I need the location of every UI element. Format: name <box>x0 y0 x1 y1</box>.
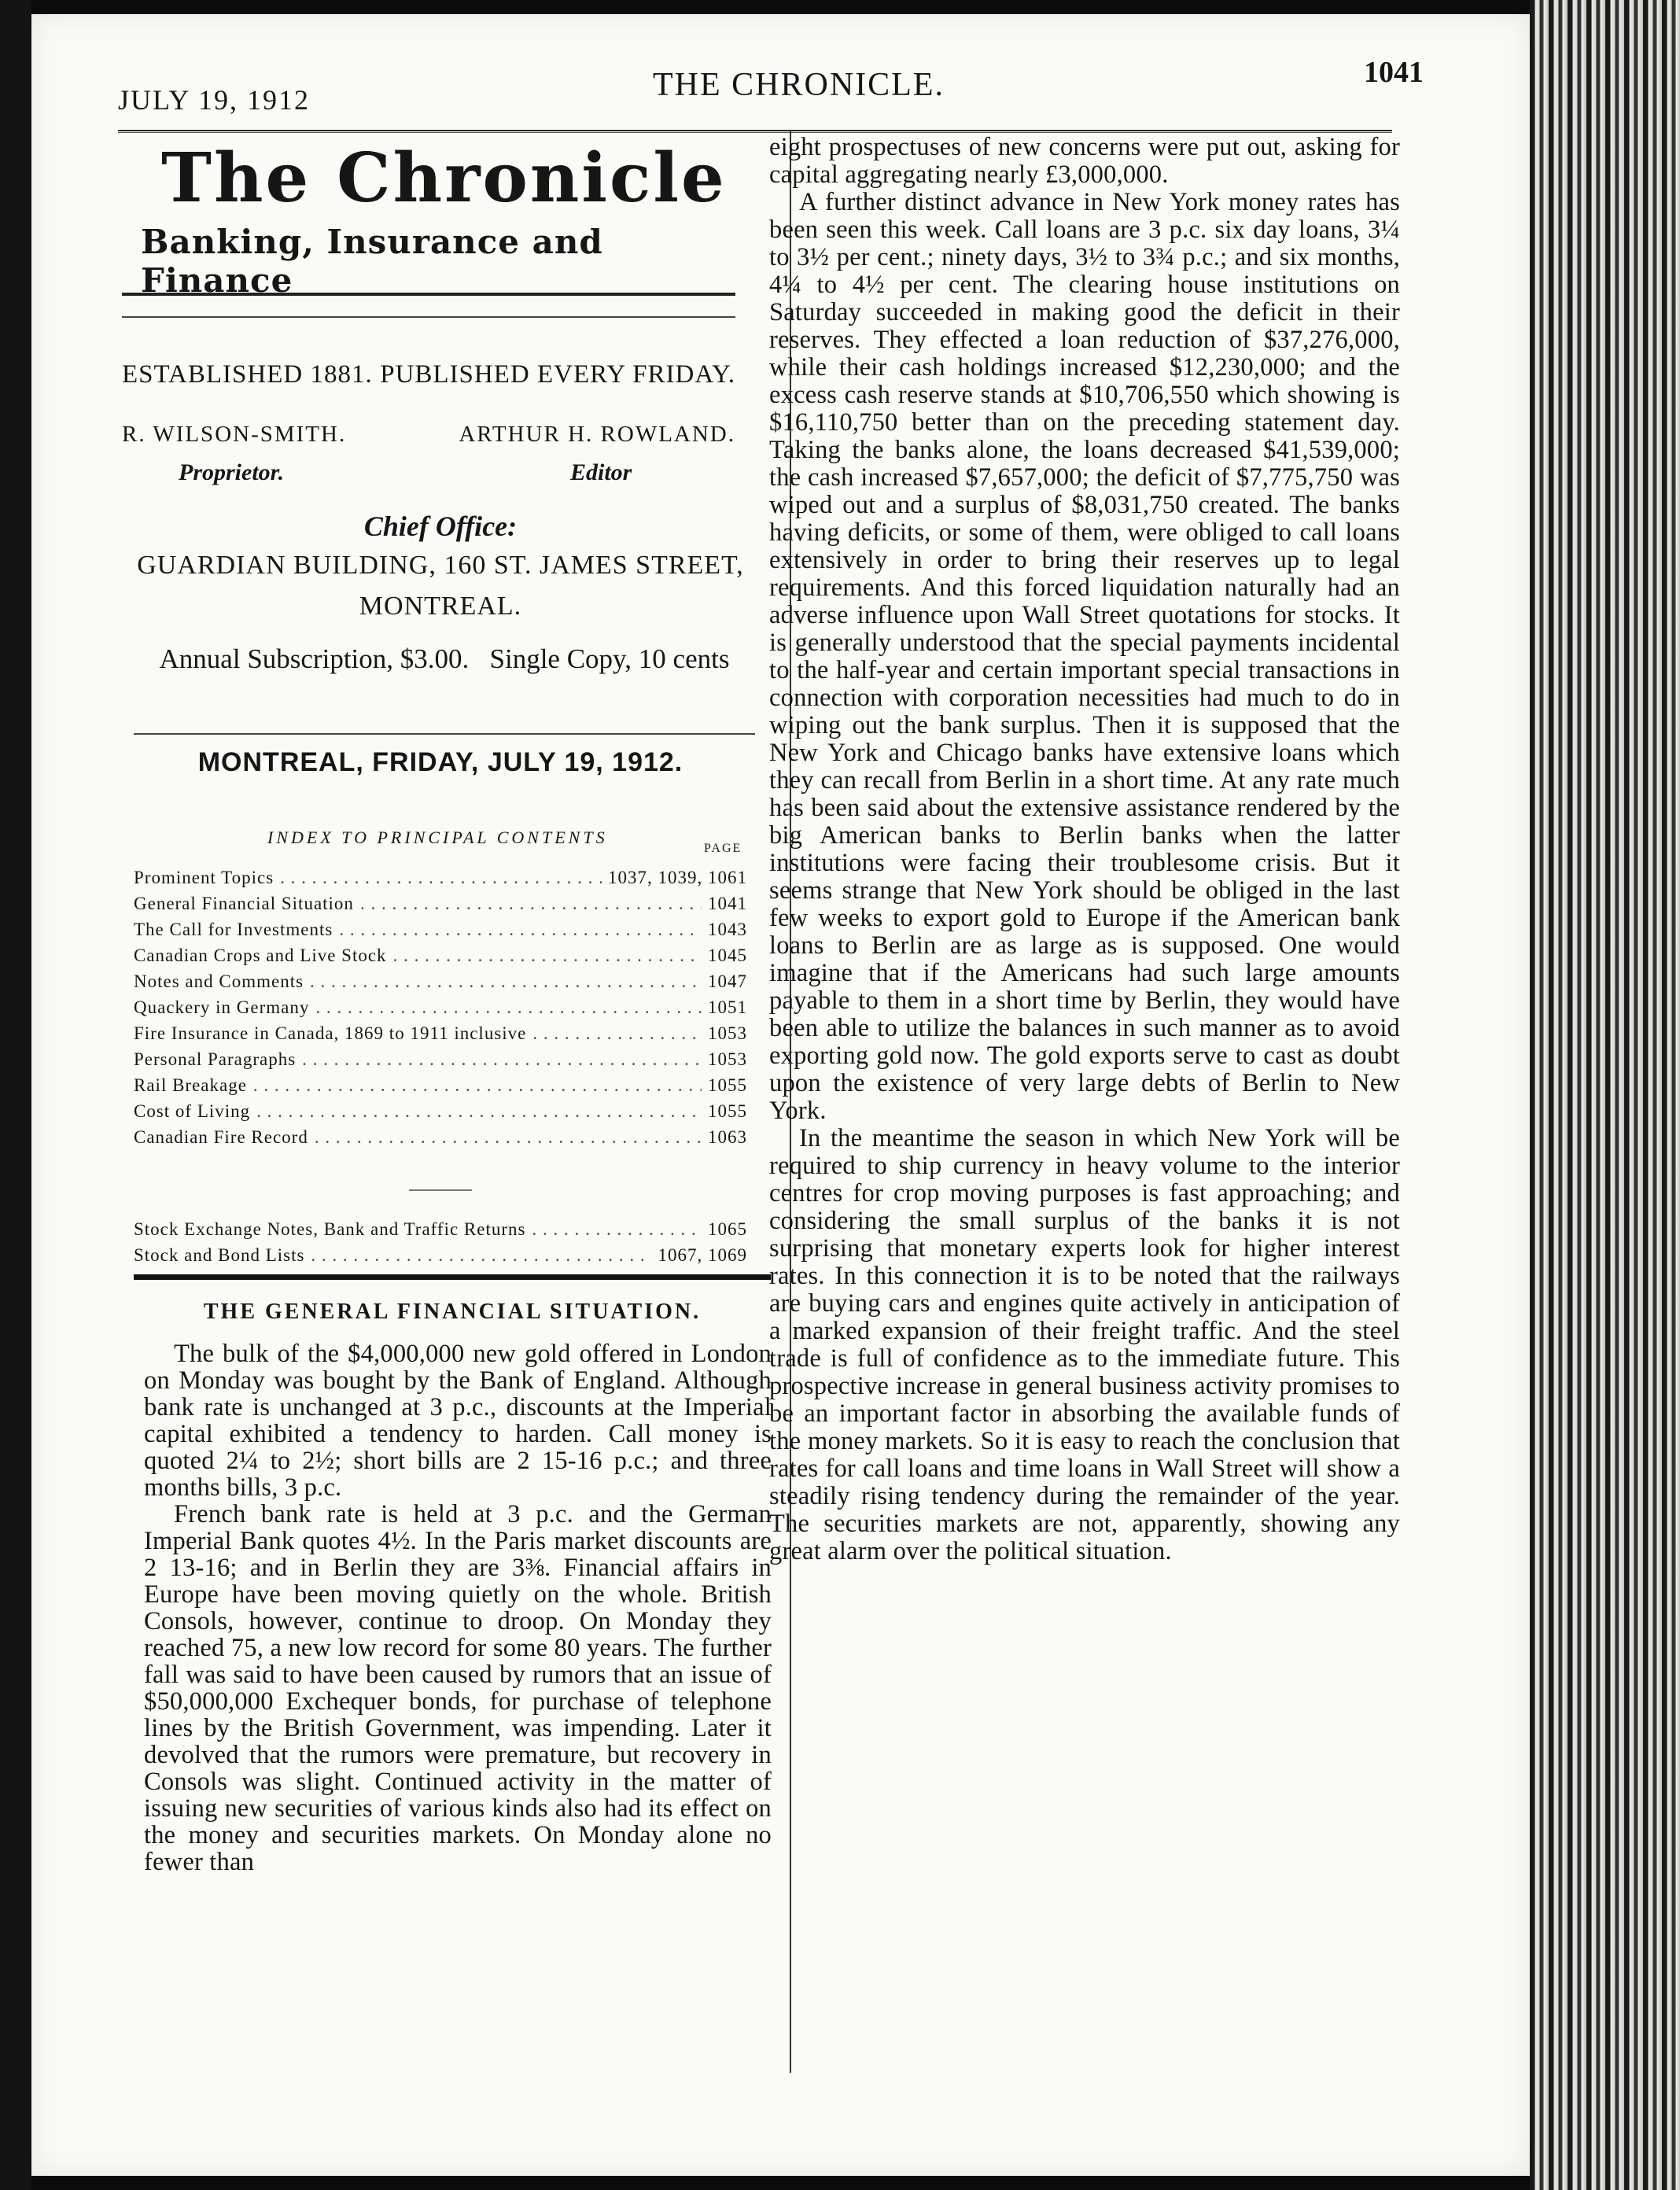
article-right-column <box>769 134 1400 1565</box>
running-header-title: THE CHRONICLE. <box>653 67 945 103</box>
index-entry-page: 1043 <box>708 920 747 939</box>
index-entry-page: 1045 <box>708 946 747 965</box>
index-entry-page: 1065 <box>708 1219 747 1239</box>
index-entry-page: 1047 <box>708 971 747 991</box>
subscription-text: Annual Subscription, $3.00. Single Copy, 10 cents <box>159 643 730 674</box>
index-entry-label: Quackery in Germany <box>134 997 310 1017</box>
address-line-2: MONTREAL. <box>359 592 522 621</box>
running-header-date: JULY 19, 1912 <box>118 84 311 116</box>
index-entry <box>134 1101 747 1127</box>
index-entry-page: 1067, 1069 <box>658 1245 747 1265</box>
index-entry-page: 1063 <box>708 1127 747 1147</box>
index-entry-label: Stock Exchange Notes, Bank and Traffic Returns <box>134 1219 526 1239</box>
index-entry <box>134 971 747 997</box>
chief-office-label: Chief Office: <box>363 511 518 542</box>
running-header <box>118 55 1424 118</box>
index-entry-page: 1053 <box>708 1023 747 1043</box>
index-list <box>134 868 747 1153</box>
index-leader-dots <box>253 1075 702 1096</box>
index-entry-label: General Financial Situation <box>134 894 354 913</box>
index-entry-page: 1041 <box>708 894 747 913</box>
masthead-title: The Chronicle <box>161 138 727 218</box>
index-list-secondary <box>134 1219 747 1271</box>
index-entry-label: Prominent Topics <box>134 868 274 887</box>
masthead-thin-rule <box>122 316 735 318</box>
index-leader-dots <box>315 997 702 1018</box>
article-paragraph: In the meantime the season in which New York will be required to ship currency in heavy volume to the interior centres for crop moving purposes is fast approaching; and considering the small surplus of the banks it is not surprising that monetary experts look for higher interest rates. In this connection it is to be noted that the railways are buying cars and engines quite actively in anticipation of a marked expansion of their freight traffic. And the steel trade is full of confidence as to the immediate future. This prospective increase in general business activity promises to be an important factor in absorbing the available funds of the money markets. So it is easy to reach the conclusion that rates for call loans and time loans in Wall Street will show a steadily rising tendency during the remainder of the year. The securities markets are not, apparently, showing any great alarm over the political situation. <box>769 1124 1400 1565</box>
index-leader-dots <box>532 1219 702 1240</box>
index-entry-label: Canadian Crops and Live Stock <box>134 946 387 965</box>
index-entry <box>134 868 747 894</box>
index-leader-dots <box>393 946 702 966</box>
proprietor-role: Proprietor. <box>179 459 285 485</box>
article-paragraph: The bulk of the $4,000,000 new gold offered in London on Monday was bought by the Bank of England. Although bank rate is unchanged at 3 p.c., discounts at the Imperial capital exhibited a tendency to harden. Call money is quoted 2¼ to 2½; short bills are 2 15-16 p.c.; and three months bills, 3 p.c. <box>144 1340 772 1502</box>
index-leader-dots <box>311 1245 651 1266</box>
index-leader-dots <box>315 1127 702 1148</box>
index-leader-dots <box>310 971 702 992</box>
subscription-rule <box>134 733 755 735</box>
index-entry-label: The Call for Investments <box>134 920 333 939</box>
index-entry-label: Fire Insurance in Canada, 1869 to 1911 inclusive <box>134 1023 527 1043</box>
issue-date: MONTREAL, FRIDAY, JULY 19, 1912. <box>197 747 683 777</box>
index-entry <box>134 1219 747 1245</box>
index-leader-dots <box>532 1023 702 1044</box>
article-paragraph: A further distinct advance in New York money rates has been seen this week. Call loans are 3 p.c. six day loans, 3¼ to 3½ per cent.; ninety days, 3½ to 3¾ p.c.; and six months, 4¼ to 4½ per cent. The clearing house institutions on Saturday succeeded in making good the deficit in their reserves. They effected a loan reduction of $37,276,000, while their cash holdings increased $12,230,000; and the excess cash reserve stands at $10,706,550 which showing is $16,110,750 better than on the preceding statement day. Taking the banks alone, the loans decreased $41,539,000; the cash increased $7,657,000; the deficit of $7,775,750 was wiped out and a surplus of $8,031,750 created. The banks having deficits, or some of them, were obliged to call loans extensively in order to bring their reserves up to legal requirements. And this forced liquidation naturally had an adverse influence upon Wall Street quotations for stocks. It is generally understood that the special payments incidental to the half-year and certain important special transactions in connection with corporation necessities had much to do in wiping out the bank surplus. Then it is supposed that the New York and Chicago banks have extensive loans which they can recall from Berlin in a short time. At any rate much has been said about the extensive assistance rendered by the big American banks to Berlin banks when the latter institutions were facing their troublesome crisis. But it seems strange that New York should be obliged in the last few weeks to export gold to Europe if the American bank loans to Berlin are as large as is supposed. One would imagine that if the Americans had such large amounts payable to them in a short time by Berlin, they would have been able to utilize the balances in such manner as to avoid exporting gold now. The gold exports serve to cast as doubt upon the existence of very large debts of Berlin to New York. <box>769 188 1400 1125</box>
index-entry-label: Canadian Fire Record <box>134 1127 308 1147</box>
index-entry-page: 1037, 1039, 1061 <box>608 868 747 887</box>
article-continuation: eight prospectuses of new concerns were put out, asking for capital aggregating nearly £3,000,000. <box>769 133 1400 189</box>
article-left-column <box>144 1340 772 1875</box>
published-text: PUBLISHED EVERY FRIDAY. <box>380 360 735 389</box>
section-rule <box>134 1274 771 1280</box>
index-entry-page: 1055 <box>708 1075 747 1095</box>
index-entry <box>134 946 747 971</box>
index-entry-label: Rail Breakage <box>134 1075 247 1095</box>
index-entry <box>134 1127 747 1153</box>
article-heading: THE GENERAL FINANCIAL SITUATION. <box>203 1300 702 1324</box>
index-entry <box>134 1049 747 1075</box>
established-text: ESTABLISHED 1881. <box>122 360 373 389</box>
article-paragraph: French bank rate is held at 3 p.c. and the German Imperial Bank quotes 4½. In the Paris market discounts are 2 13-16; and in Berlin they are 3⅜. Financial affairs in Europe have been moving quietly on the whole. British Consols, however, continue to droop. On Monday they reached 75, a new low record for some 80 years. The further fall was said to have been caused by rumors that an issue of $50,000,000 Exchequer bonds, for purchase of telephone lines by the British Government, was impending. Later it devolved that the rumors were premature, but recovery in Consols was slight. Continued activity in the matter of issuing new securities of various kinds also had its effect on the money and securities markets. On Monday alone no fewer than <box>144 1500 772 1876</box>
address-line-1: GUARDIAN BUILDING, 160 ST. JAMES STREET, <box>137 551 744 580</box>
index-leader-dots <box>302 1049 702 1070</box>
index-leader-dots <box>256 1101 702 1122</box>
masthead <box>122 138 759 300</box>
index-leader-dots <box>360 894 702 914</box>
editor-role: Editor <box>570 459 632 485</box>
index-page-label: PAGE <box>704 842 742 855</box>
index-heading: INDEX TO PRINCIPAL CONTENTS <box>267 828 608 847</box>
index-leader-dots <box>280 868 602 888</box>
index-entry <box>134 1023 747 1049</box>
index-entry-label: Stock and Bond Lists <box>134 1245 305 1265</box>
masthead-subtitle: Banking, Insurance and Finance <box>141 222 603 300</box>
index-entry <box>134 894 747 920</box>
page-number: 1041 <box>1364 56 1424 89</box>
proprietor-name: R. WILSON-SMITH. <box>122 422 347 447</box>
index-entry-label: Cost of Living <box>134 1101 251 1121</box>
index-entry <box>134 1075 747 1101</box>
masthead-rule <box>122 293 735 296</box>
editor-name: ARTHUR H. ROWLAND. <box>459 422 735 447</box>
index-entry-label: Notes and Comments <box>134 971 304 991</box>
book-page-edges <box>1530 0 1680 2190</box>
index-entry <box>134 997 747 1023</box>
index-entry <box>134 1245 747 1271</box>
index-entry-page: 1053 <box>708 1049 747 1069</box>
index-entry-label: Personal Paragraphs <box>134 1049 297 1069</box>
index-entry-page: 1051 <box>708 997 747 1017</box>
index-divider <box>409 1189 472 1191</box>
index-entry <box>134 920 747 946</box>
index-leader-dots <box>339 920 702 940</box>
scan-left-edge <box>0 0 31 2190</box>
index-entry-page: 1055 <box>708 1101 747 1121</box>
